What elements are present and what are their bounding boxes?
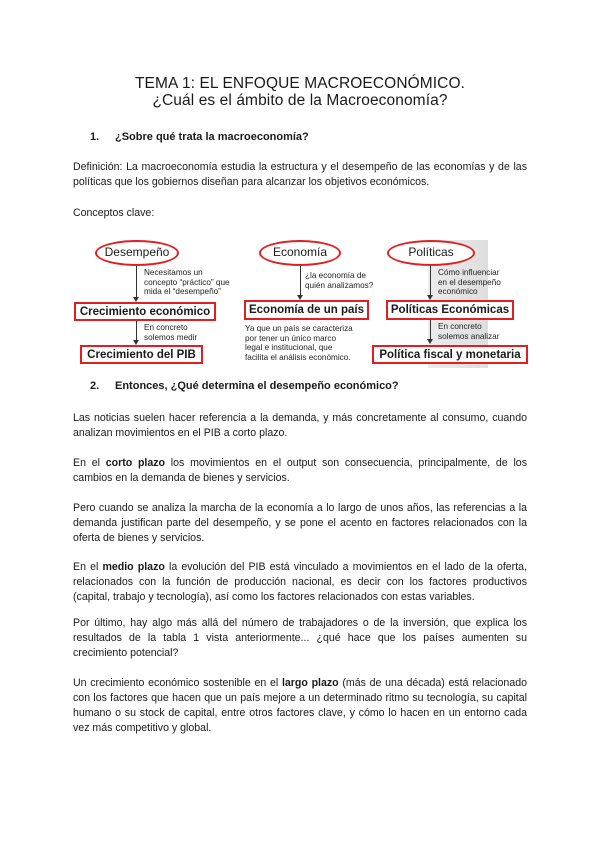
section1-number: 1. [90,131,100,143]
crecimiento-note: En concreto solemos medir [144,323,198,342]
paragraph-3: Pero cuando se analiza la marcha de la economía a lo largo de unos años, las referencias a la demanda justifican parte del desempeño, y se pone el acento en factores relacionados con la oferta de bienes y servicios. [73,502,527,544]
paragraph-4: En el medio plazo la evolución del PIB está vinculado a movimientos en el lado de la oferta, relacionados con la función de producción nacional, es decir con los factores productivos (capital, trabajo y tecnología), así como los factores relacionados con estas variables. [73,561,527,603]
politicas-note: Cómo influenciar en el desempeño económico [438,268,501,296]
page-subtitle: ¿Cuál es el ámbito de la Macroeconomía? [152,92,448,109]
economia-note: ¿la economía de quién analizamos? [305,271,374,290]
crecimiento-pib-box: Crecimiento del PIB [80,345,203,364]
paragraph-6: Un crecimiento económico sostenible en el largo plazo (más de una década) está relacionado con los factores que hacen que un país mejore a un determinado ritmo su tecnología, su capital humano o su stock de capital, entre otros factores clave, y cómo lo hacen en un entorno cada vez más competitivo y global. [73,677,527,734]
politica-fiscal-box: Política fiscal y monetaria [372,345,528,364]
section1-heading [90,131,309,143]
economia-pais-note: Ya que un país se caracteriza por tener un único marco legal e institucional, que facilita el análisis económico. [245,324,353,362]
section1-heading-text: ¿Sobre qué trata la macroeconomía? [115,131,309,143]
economia-pais-box: Economía de un país [244,300,369,320]
section2-number: 2. [90,380,100,392]
definition-paragraph: Definición: La macroeconomía estudia la estructura y el desempeño de las economías y de las políticas que los gobiernos diseñan para alcanzar los objetivos económicos. [73,161,527,188]
connector-line [430,266,431,298]
page-title: TEMA 1: EL ENFOQUE MACROECONÓMICO. [134,75,466,92]
paragraph-5: Por último, hay algo más allá del número de trabajadores o de la inversión, que explica los resultados de la tabla 1 vista anteriormente... ¿qué hace que los países aumenten su crecimiento potencial? [73,617,527,659]
politicas-note-2: En concreto solemos analizar [438,322,500,341]
arrow-down-icon [427,339,433,344]
paragraph-2: En el corto plazo los movimientos en el output son consecuencia, principalmente, de los cambios en la demanda de bienes y servicios. [73,457,527,484]
connector-line [300,266,301,298]
desempeno-oval: Desempeño [95,240,179,266]
section2-heading [90,380,399,392]
politicas-oval: Políticas [387,240,475,266]
crecimiento-economico-box: Crecimiento económico [74,302,216,321]
section2-heading-text: Entonces, ¿Qué determina el desempeño económico? [115,380,399,392]
economia-oval: Economía [259,240,341,266]
paragraph-1: Las noticias suelen hacer referencia a la demanda, y más concretamente al consumo, cuando analizan movimientos en el PIB a corto plazo. [73,412,527,439]
politicas-economicas-box: Políticas Económicas [386,300,514,320]
connector-line [136,266,137,300]
concepts-label: Conceptos clave: [73,207,155,219]
desempeno-note: Necesitamos un concepto “práctico” que mida el “desempeño” [144,268,230,296]
